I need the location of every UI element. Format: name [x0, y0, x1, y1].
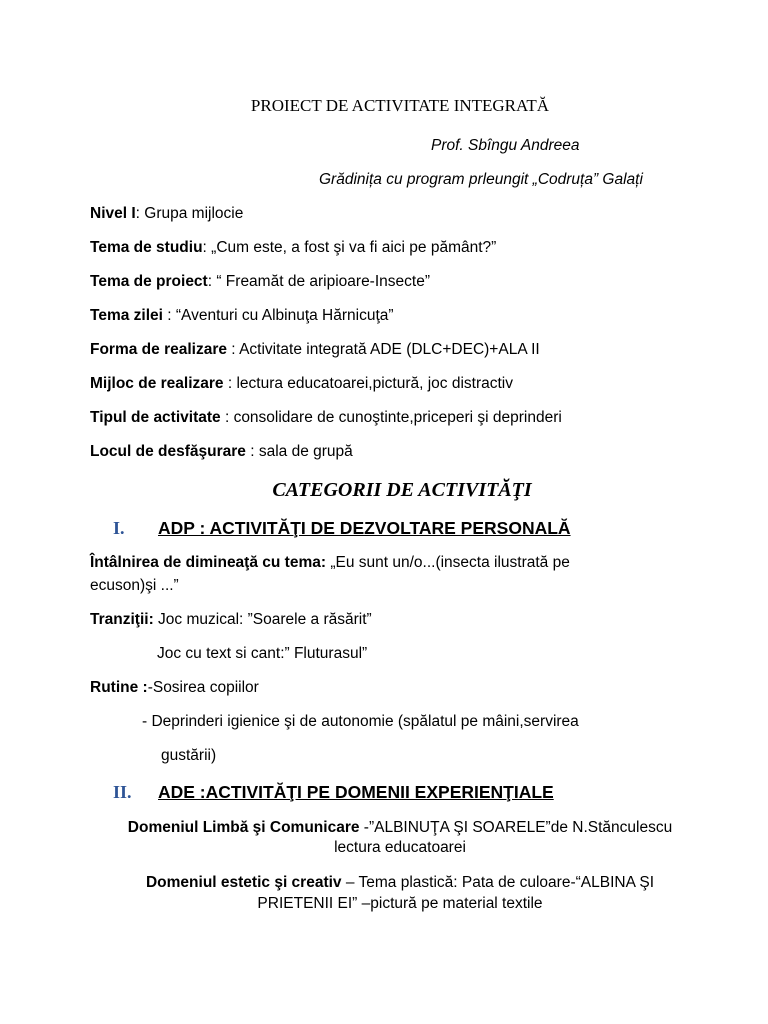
categories-heading: CATEGORII DE ACTIVITĂŢI — [272, 479, 532, 501]
field-mijloc-realizare — [90, 374, 513, 394]
section2-numeral: II. — [113, 782, 132, 802]
field-value: lectura educatoarei,pictură, joc distractiv — [236, 375, 514, 392]
field-tema-proiect — [90, 272, 430, 292]
transitions-label: Tranziţii: — [90, 611, 154, 628]
field-label: Nivel I — [90, 205, 136, 222]
field-value: Activitate integrată ADE (DLC+DEC)+ALA II — [239, 341, 540, 358]
field-label: Tema de proiect — [90, 273, 208, 290]
routines-value: -Sosirea copiilor — [147, 679, 259, 696]
field-sep: : — [135, 205, 145, 222]
field-value: “ Freamăt de aripioare-Insecte” — [216, 273, 430, 290]
section1-numeral: I. — [113, 518, 125, 538]
domain1-label: Domeniul Limbă şi Comunicare — [127, 819, 360, 836]
field-value: consolidare de cunoştinte,priceperi şi deprinderi — [233, 409, 562, 426]
field-label: Forma de realizare — [90, 341, 227, 358]
institution-line: Grădinița cu program prleungit „Codruța” Galați — [319, 171, 643, 188]
field-label: Mijloc de realizare — [90, 375, 224, 392]
meeting-line-2: ecuson)şi ...” — [90, 577, 179, 594]
field-sep: : — [220, 409, 234, 426]
domain2-value: – Tema plastică: Pata de culoare-“ALBINA ŞI — [341, 874, 655, 891]
field-label: Locul de desfăşurare — [90, 443, 246, 460]
field-sep: : — [207, 273, 217, 290]
field-label: Tema zilei — [90, 307, 163, 324]
field-nivel — [90, 204, 243, 224]
domain1-value: -”ALBINUŢA ŞI SOARELE”de N.Stănculescu — [359, 819, 673, 836]
meeting-label: Întâlnirea de dimineaţă cu tema: — [90, 554, 327, 571]
field-label: Tema de studiu — [90, 239, 203, 256]
field-value: “Aventuri cu Albinuţa Hărnicuţa” — [175, 307, 394, 324]
field-value: sala de grupă — [258, 443, 353, 460]
page-title: PROIECT DE ACTIVITATE INTEGRATĂ — [250, 96, 550, 115]
routines-line-3: gustării) — [161, 747, 217, 764]
field-sep: : — [162, 307, 176, 324]
field-tema-studiu — [90, 238, 496, 258]
transitions-line — [90, 610, 372, 630]
domain1-line-2: lectura educatoarei — [334, 839, 466, 856]
field-forma-realizare — [90, 340, 540, 360]
field-tipul-activitate — [90, 408, 562, 428]
field-sep: : — [223, 375, 237, 392]
domain1-line — [0, 818, 768, 838]
meeting-line — [90, 553, 570, 573]
domain2-line — [0, 873, 768, 893]
field-value: Grupa mijlocie — [144, 205, 244, 222]
routines-line — [90, 678, 259, 698]
section2-heading: ADE :ACTIVITĂŢI PE DOMENII EXPERIENŢIALE — [158, 782, 554, 802]
field-sep: : — [226, 341, 240, 358]
meeting-value: „Eu sunt un/o...(insecta ilustrată pe — [330, 554, 570, 571]
routines-label: Rutine : — [90, 679, 148, 696]
field-value: „Cum este, a fost şi va fi aici pe pământ?” — [211, 239, 497, 256]
author-line: Prof. Sbîngu Andreea — [431, 137, 580, 154]
domain2-label: Domeniul estetic şi creativ — [145, 874, 342, 891]
field-sep: : — [202, 239, 212, 256]
field-locul-desfasurare — [90, 442, 353, 462]
section1-heading: ADP : ACTIVITĂŢI DE DEZVOLTARE PERSONALĂ — [158, 518, 571, 538]
field-tema-zilei — [90, 306, 394, 326]
field-label: Tipul de activitate — [90, 409, 221, 426]
transitions-line-2: Joc cu text si cant:” Fluturasul” — [157, 645, 368, 662]
domain2-line-2: PRIETENII EI” –pictură pe material textile — [257, 895, 543, 912]
routines-line-2: - Deprinderi igienice şi de autonomie (spălatul pe mâini,servirea — [142, 713, 579, 730]
field-sep: : — [245, 443, 259, 460]
transitions-value: Joc muzical: ”Soarele a răsărit” — [158, 611, 372, 628]
